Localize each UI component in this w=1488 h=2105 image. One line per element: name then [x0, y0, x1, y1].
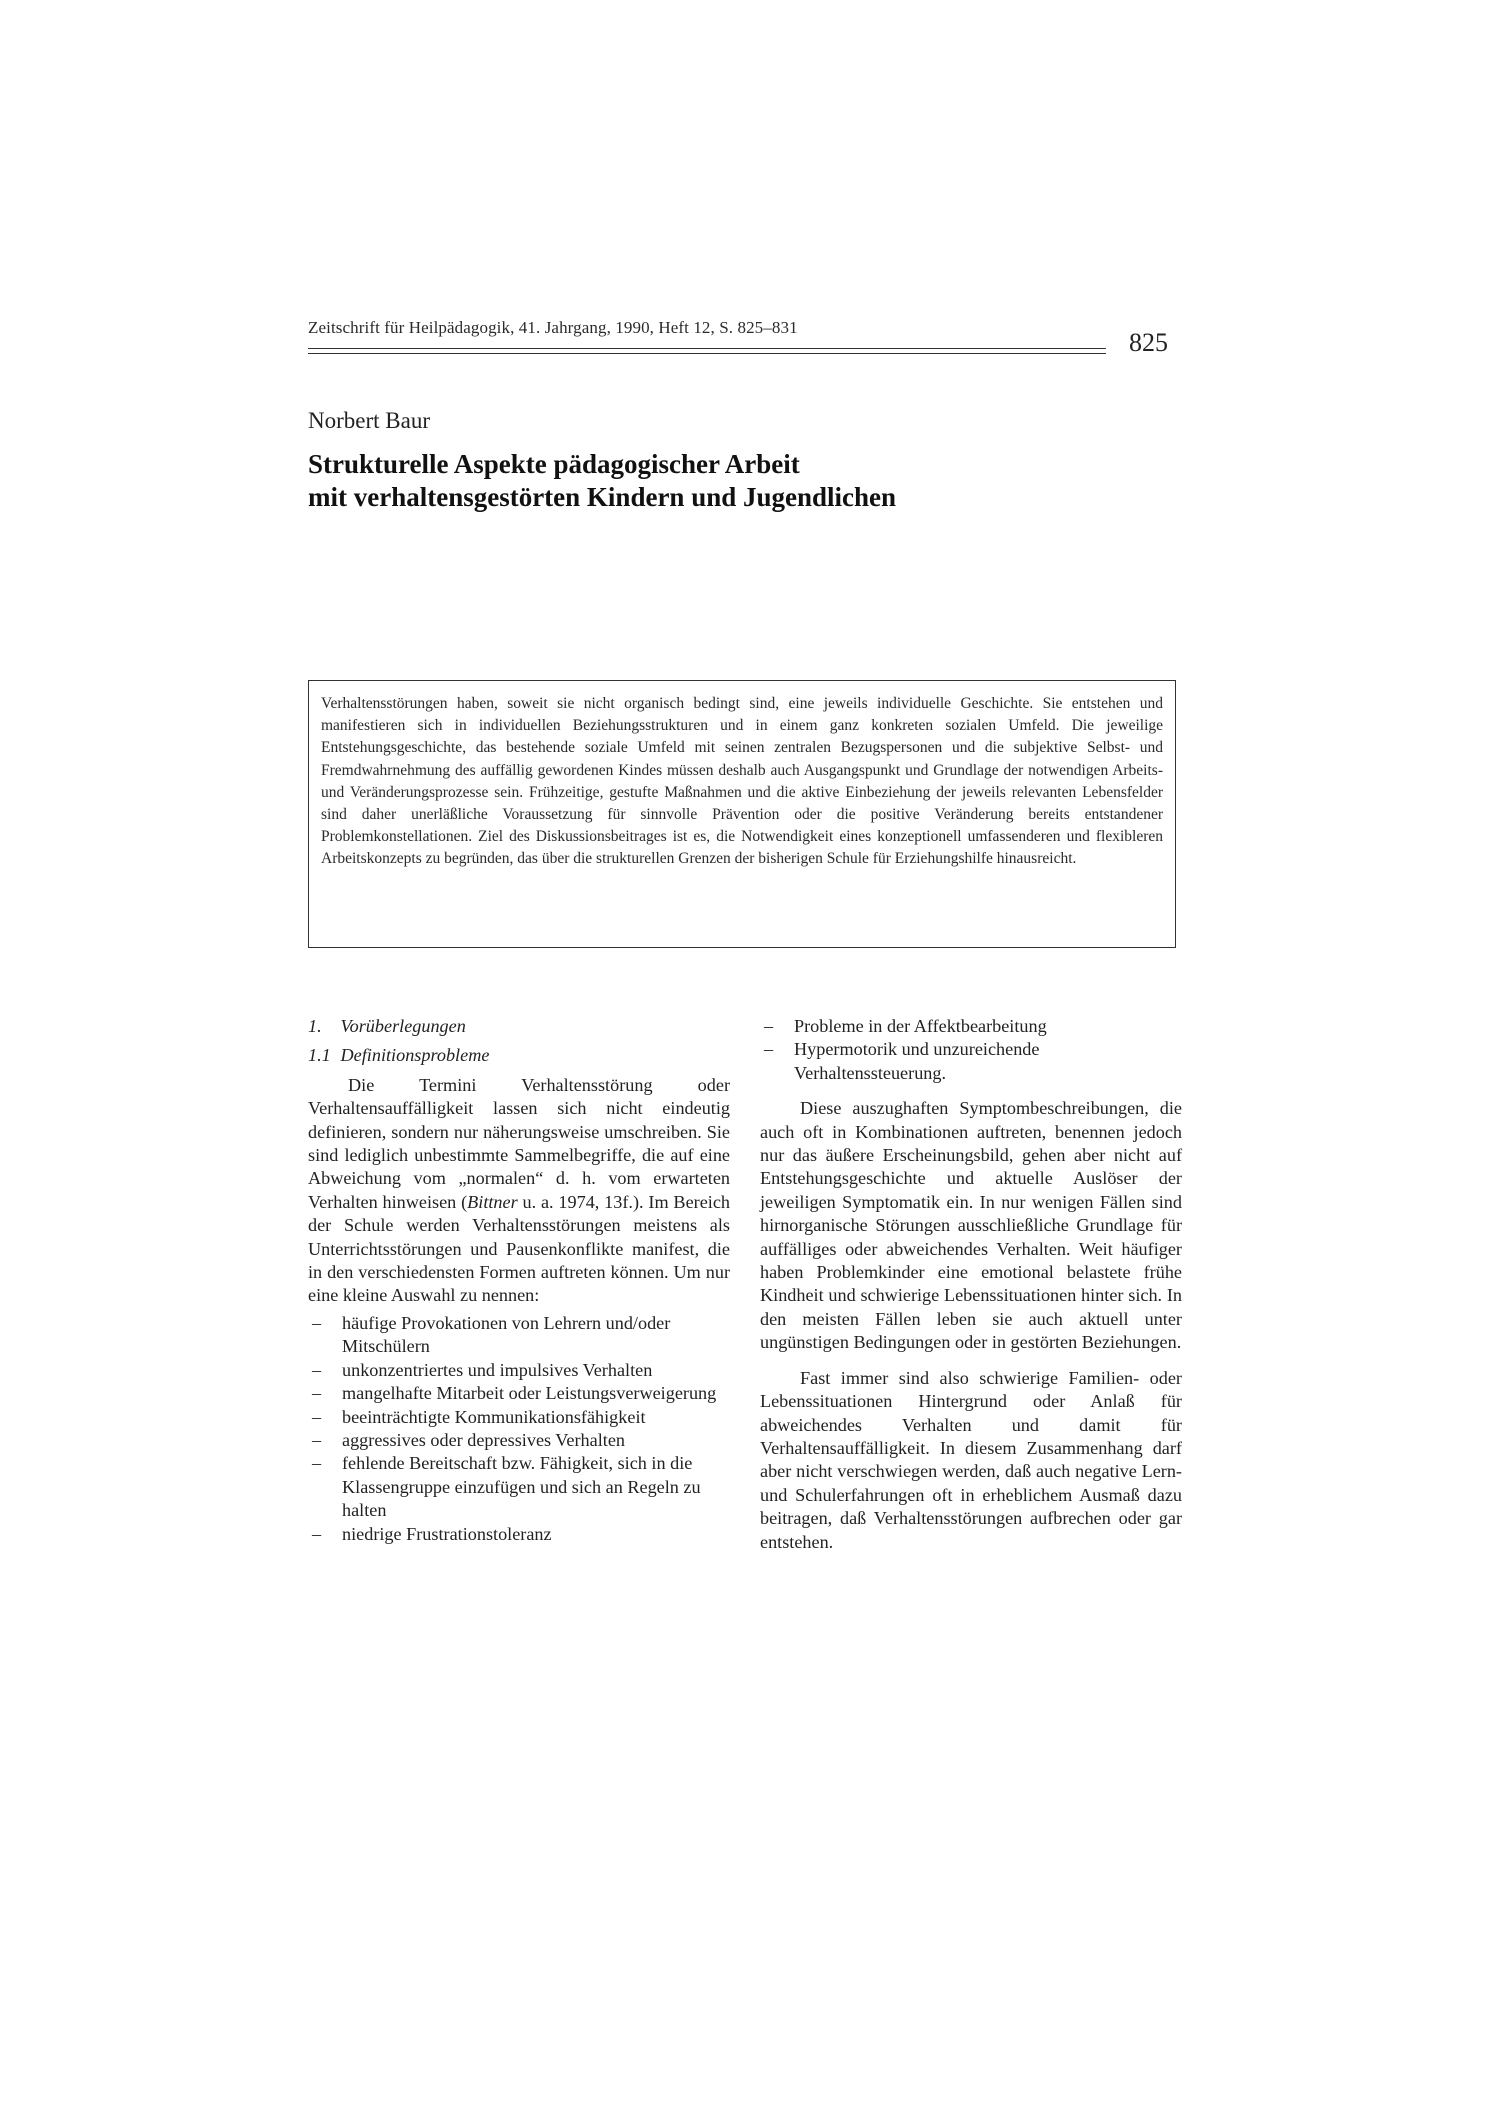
- list-item: – mangelhafte Mitarbeit oder Leistungsverweigerung: [308, 1382, 730, 1405]
- article-title: [308, 448, 1208, 514]
- journal-citation: Zeitschrift für Heilpädagogik, 41. Jahrgang, 1990, Heft 12, S. 825–831: [308, 318, 798, 337]
- paragraph-text: u. a. 1974, 13f.). Im Bereich der Schule werden Verhaltensstörungen meistens als Unterrichtsstörungen und Pausenkonflikte manifest, die in den verschiedensten Formen auftreten können. Um nur eine kleine Auswahl zu nennen:: [308, 1191, 730, 1306]
- paragraph-text: Die Termini Verhaltensstörung oder Verhaltensauffälligkeit lassen sich nicht eindeutig definieren, sondern nur näherungsweise umschreiben. Sie sind lediglich unbestimmte Sammelbegriffe, die auf eine Abweichung vom „normalen“ d. h. vom erwarteten Verhalten hinweisen (: [308, 1074, 730, 1212]
- article-title-line-2: mit verhaltensgestörten Kindern und Jugendlichen: [308, 482, 897, 512]
- subsection-heading: [308, 1044, 730, 1067]
- section-number: 1.: [308, 1016, 322, 1036]
- page-number: 825: [1129, 328, 1168, 357]
- left-column: [308, 1015, 730, 1558]
- citation-author: Bittner: [467, 1191, 518, 1212]
- list-item: – fehlende Bereitschaft bzw. Fähigkeit, sich in die Klassengruppe einzufügen und sich an Regeln zu halten: [308, 1452, 730, 1522]
- symptom-list-continued: [760, 1015, 1182, 1085]
- symptom-list: [308, 1312, 730, 1546]
- list-item: – Probleme in der Affektbearbeitung: [760, 1015, 1182, 1038]
- list-item: – Hypermotorik und unzureichende Verhaltenssteuerung.: [760, 1038, 1182, 1085]
- list-item: – häufige Provokationen von Lehrern und/oder Mitschülern: [308, 1312, 730, 1359]
- subsection-number: 1.1: [308, 1045, 331, 1066]
- paragraph: Diese auszughaften Symptombeschreibungen, die auch oft in Kombinationen auftreten, benennen jedoch nur das äußere Erscheinungsbild, gehen aber nicht auf Entstehungsgeschichte und aktuelle Auslöser der jeweiligen Symptomatik ein. In nur wenigen Fällen sind hirnorganische Störungen ausschließliche Grundlage für auffälliges oder abweichendes Verhalten. Weit häufiger haben Problemkinder eine emotional belastete frühe Kindheit und schwierige Lebenssituationen hinter sich. In den meisten Fällen leben sie auch aktuell unter ungünstigen Bedingungen oder in gestörten Beziehungen.: [760, 1098, 1182, 1353]
- paragraph: [308, 1074, 730, 1308]
- list-item: – unkonzentriertes und impulsives Verhalten: [308, 1359, 730, 1382]
- abstract-text: Verhaltensstörungen haben, soweit sie nicht organisch bedingt sind, eine jeweils individuelle Geschichte. Sie entstehen und manifestieren sich in individuellen Beziehungsstrukturen und in einem ganz konkreten sozialen Umfeld. Die jeweilige Entstehungsgeschichte, das bestehende soziale Umfeld mit seinen zentralen Bezugspersonen und die subjektive Selbst- und Fremdwahrnehmung des auffällig gewordenen Kindes müssen deshalb auch Ausgangspunkt und Grundlage der notwendigen Arbeits- und Veränderungsprozesse sein. Frühzeitige, gestufte Maßnahmen und die aktive Einbeziehung der jeweils relevanten Lebensfelder sind daher unerläßliche Voraussetzung für sinnvolle Prävention oder die positive Veränderung bereits entstandener Problemkonstellationen. Ziel des Diskussionsbeitrages ist es, die Notwendigkeit eines konzeptionell umfassenderen und flexibleren Arbeitskonzepts zu begründen, das über die strukturellen Grenzen der bisherigen Schule für Erziehungshilfe hinausreicht.: [321, 695, 1163, 868]
- section-heading: [308, 1015, 730, 1038]
- list-item: – beeinträchtigte Kommunikationsfähigkeit: [308, 1406, 730, 1429]
- list-item: – aggressives oder depressives Verhalten: [308, 1429, 730, 1452]
- article-title-line-1: Strukturelle Aspekte pädagogischer Arbeit: [308, 449, 800, 479]
- list-item: – niedrige Frustrationstoleranz: [308, 1523, 730, 1546]
- section-title: Vorüberlegungen: [340, 1016, 466, 1036]
- header-rule: [308, 348, 1106, 354]
- author-name: Norbert Baur: [308, 408, 430, 433]
- abstract-box: [308, 680, 1176, 948]
- right-column: [760, 1015, 1182, 1566]
- paragraph: Fast immer sind also schwierige Familien- oder Lebenssituationen Hintergrund oder Anlaß für abweichendes Verhalten und damit für Verhaltensauffälligkeit. In diesem Zusammenhang darf aber nicht verschwiegen werden, daß auch negative Lern- und Schulerfahrungen oft in erheblichem Ausmaß dazu beitragen, daß Verhaltensstörungen aufbrechen oder gar entstehen.: [760, 1367, 1182, 1552]
- subsection-title: Definitionsprobleme: [340, 1045, 490, 1066]
